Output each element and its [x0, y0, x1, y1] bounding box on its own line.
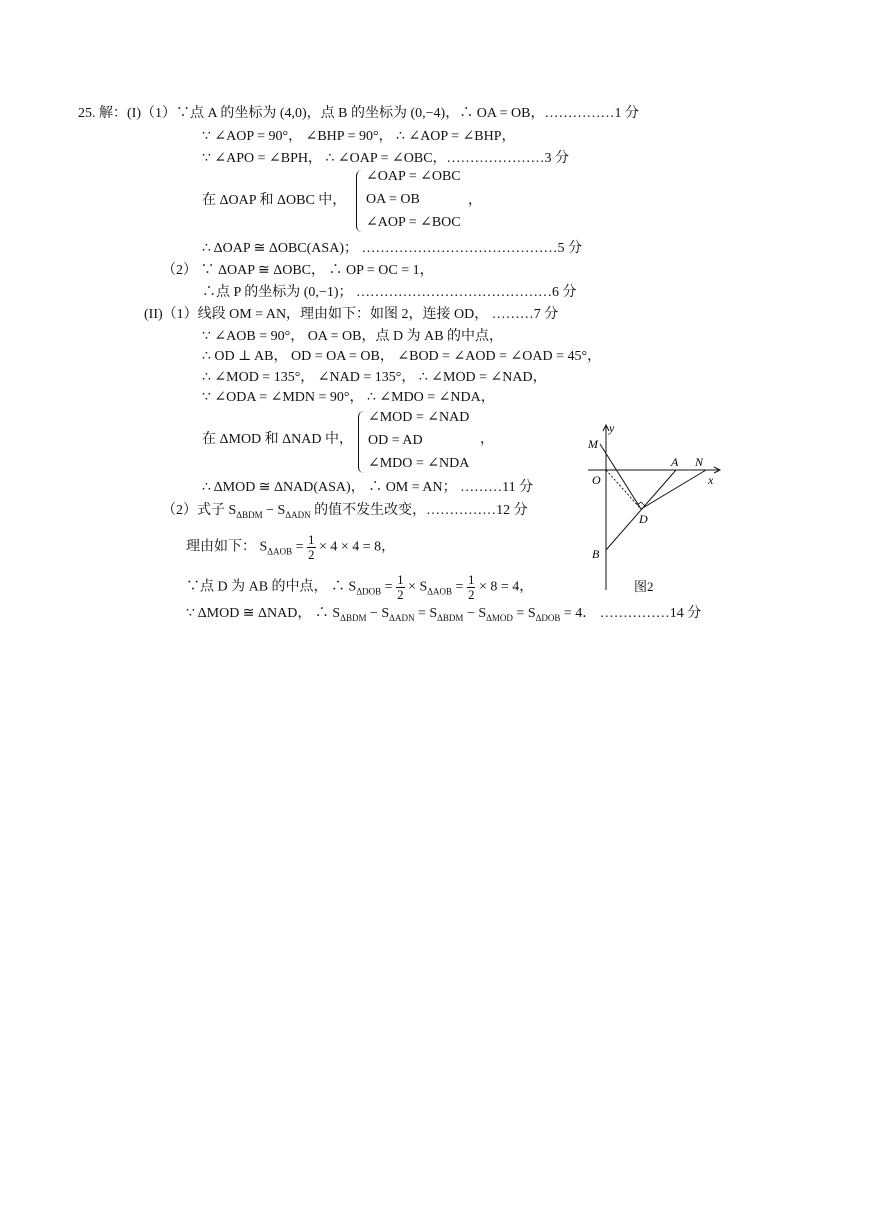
- subscript: ΔDOB: [356, 586, 382, 597]
- label-x: x: [708, 473, 714, 487]
- text: = 4． ……………14 分: [560, 606, 702, 621]
- label-d: D: [639, 512, 648, 526]
- line-11: ∴ ∠MOD = 135°， ∠NAD = 135°， ∴ ∠MOD = ∠NAD，: [202, 370, 547, 385]
- denominator: 2: [467, 587, 475, 602]
- text: = S: [512, 606, 536, 621]
- segment-ab: [606, 470, 676, 550]
- line-13-suffix: ，: [480, 432, 494, 447]
- text: × 8 = 4，: [475, 579, 534, 595]
- text: − S: [366, 606, 390, 621]
- line-12: ∵ ∠ODA = ∠MDN = 90°， ∴ ∠MDO = ∠NDA，: [202, 390, 495, 405]
- system-1-row: ∠AOP = ∠BOC: [366, 215, 461, 230]
- text: =: [292, 539, 307, 555]
- line-4-suffix: ，: [468, 193, 482, 208]
- label-m: M: [588, 437, 598, 451]
- system-2-row: ∠MDO = ∠NDA: [368, 456, 470, 471]
- label-b: B: [592, 547, 600, 561]
- text: − S: [262, 503, 286, 518]
- text: ∵点 D 为 AB 的中点， ∴ S: [186, 579, 357, 595]
- brace: [358, 411, 367, 473]
- text: × 4 × 4 = 8，: [315, 539, 396, 555]
- label-a: A: [671, 455, 679, 469]
- system-1-row: OA = OB: [366, 192, 420, 207]
- text: 的值不发生改变，……………12 分: [310, 503, 528, 518]
- line-10: ∴ OD ⊥ AB， OD = OA = OB， ∠BOD = ∠AOD = ∠OAD = 45°，: [202, 349, 602, 364]
- line-9: ∵ ∠AOB = 90°， OA = OB，点 D 为 AB 的中点，: [202, 329, 504, 344]
- line-2: ∵ ∠AOP = 90°， ∠BHP = 90°， ∴ ∠AOP = ∠BHP，: [202, 129, 516, 144]
- label-o: O: [592, 473, 601, 487]
- fraction: [307, 533, 316, 562]
- line-16: [186, 533, 395, 562]
- line-18: [186, 605, 701, 627]
- text: = S: [414, 606, 438, 621]
- system-2-row: OD = AD: [368, 433, 423, 448]
- label-y: y: [609, 421, 615, 435]
- text: × S: [404, 579, 428, 595]
- subscript: ΔAOB: [267, 546, 293, 557]
- subscript: ΔAOB: [427, 586, 453, 597]
- line-8: (II)（1）线段 OM = AN，理由如下：如图 2，连接 OD， ………7 分: [144, 307, 559, 322]
- line-15: [162, 502, 528, 524]
- subscript: ΔBDM: [437, 612, 464, 623]
- line-4-prefix: 在 ΔOAP 和 ΔOBC 中，: [202, 193, 347, 208]
- subscript: ΔBDM: [340, 612, 367, 623]
- line-13-prefix: 在 ΔMOD 和 ΔNAD 中，: [202, 432, 354, 447]
- subscript: ΔADN: [389, 612, 415, 623]
- line-6: （2） ∵ ΔOAP ≅ ΔOBC， ∴ OP = OC = 1，: [162, 263, 434, 278]
- denominator: 2: [308, 547, 315, 562]
- line-1: 25. 解：(I)（1）∵点 A 的坐标为 (4,0)，点 B 的坐标为 (0,−4)，∴ OA = OB，……………1 分: [78, 106, 639, 121]
- numerator: 1: [467, 572, 475, 587]
- text: =: [381, 579, 397, 595]
- line-7: ∴点 P 的坐标为 (0,−1)； ……………………………………6 分: [202, 285, 577, 300]
- brace: [356, 170, 365, 232]
- text: （2）式子 S: [162, 503, 237, 518]
- subscript: ΔDOB: [535, 612, 561, 623]
- segment-od-dashed: [606, 470, 641, 509]
- numerator: 1: [397, 572, 404, 587]
- label-n: N: [695, 455, 704, 469]
- line-5: ∴ ΔOAP ≅ ΔOBC(ASA)； ……………………………………5 分: [202, 241, 582, 256]
- denominator: 2: [397, 587, 404, 602]
- line-3: ∵ ∠APO = ∠BPH， ∴ ∠OAP = ∠OBC，…………………3 分: [202, 151, 570, 166]
- numerator: 1: [308, 532, 315, 547]
- geometry-figure: [578, 420, 728, 595]
- text: − S: [463, 606, 487, 621]
- figure-caption: 图2: [634, 579, 654, 594]
- subscript: ΔMOD: [486, 612, 513, 623]
- line-17: [186, 573, 533, 602]
- fraction: [396, 573, 405, 602]
- text: 理由如下： S: [186, 539, 268, 555]
- system-1-row: ∠OAP = ∠OBC: [366, 169, 461, 184]
- text: ∵ ΔMOD ≅ ΔNAD， ∴ S: [186, 606, 341, 621]
- system-2-row: ∠MOD = ∠NAD: [368, 410, 470, 425]
- subscript: ΔBDM: [236, 509, 263, 520]
- text: =: [452, 579, 467, 595]
- subscript: ΔADN: [285, 509, 311, 520]
- segment-dn: [641, 470, 706, 509]
- line-14: ∴ ΔMOD ≅ ΔNAD(ASA)， ∴ OM = AN； ………11 分: [202, 480, 534, 495]
